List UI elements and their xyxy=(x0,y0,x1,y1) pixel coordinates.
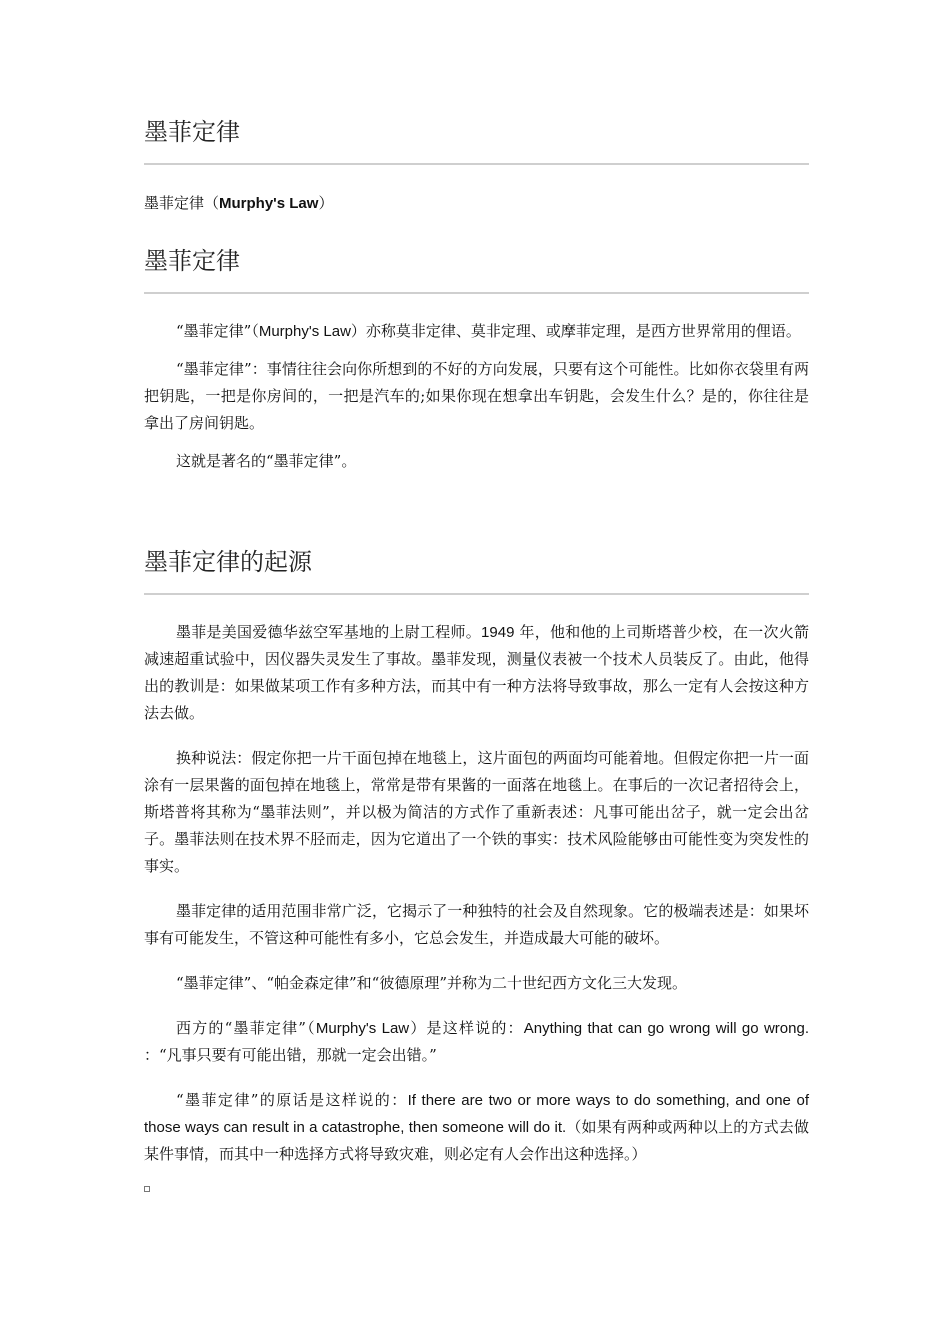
paragraph-western-text-c: ：“凡事只要有可能出错，那就一定会出错。” xyxy=(144,1046,437,1064)
paragraph-origin-year: 1949 xyxy=(481,624,515,641)
title-divider xyxy=(144,163,809,165)
paragraph-three-discoveries: “墨菲定律”、“帕金森定律”和“彼德原理”并称为二十世纪西方文化三大发现。 xyxy=(176,974,688,992)
page-title: 墨菲定律 xyxy=(144,118,240,146)
section-body-2 xyxy=(144,619,809,1168)
paragraph-definition-english: Murphy's Law xyxy=(258,323,351,340)
subtitle-suffix: ） xyxy=(318,194,334,212)
section-divider xyxy=(144,292,809,294)
paragraph-origin-text-a: 墨菲是美国爱德华兹空军基地的上尉工程师。 xyxy=(176,623,482,641)
section-heading-murphys-law: 墨菲定律 xyxy=(144,247,240,275)
paragraph-bread-example: 换种说法：假定你把一片干面包掉在地毯上，这片面包的两面均可能着地。但假定你把一片一面涂有一层果酱的面包掉在地毯上，常常是带有果酱的一面落在地毯上。在事后的一次记者招待会上，斯塔普将其称为“墨菲法则”，并以极为简洁的方式作了重新表述：凡事可能出岔子，就一定会出岔子。墨菲法则在技术界不胫而走，因为它道出了一个铁的事实：技术风险能够由可能性变为突发性的事实。 xyxy=(144,749,809,875)
paragraph-famous: 这就是著名的“墨菲定律”。 xyxy=(176,452,357,470)
paragraph-definition-text-b: ）亦称莫非定律、莫非定理、或摩菲定理，是西方世界常用的俚语。 xyxy=(350,322,801,340)
paragraph-western-text-b: ）是这样说的： xyxy=(409,1019,524,1037)
paragraph-original-text-a: “墨菲定律”的原话是这样说的： xyxy=(176,1091,408,1109)
paragraph-origin-story xyxy=(144,619,809,727)
paragraph-origin-text-b: 年，他和他的上司斯塔普少校，在一次火箭减速超重试验中，因仪器失灵发生了事故。墨菲发现，测量仪表被一个技术人员装反了。由此，他得出的教训是：如果做某项工作有多种方法，而其中有一种方法将导致事故，那么一定有人会按这种方法去做。 xyxy=(144,623,809,722)
paragraph-definition-text-a: “墨菲定律”（ xyxy=(176,322,259,340)
paragraph-original-wording xyxy=(144,1087,809,1168)
paragraph-western-text-a: 西方的“墨菲定律”（ xyxy=(176,1019,316,1037)
section-heading-origin: 墨菲定律的起源 xyxy=(144,548,312,576)
section-divider xyxy=(144,593,809,595)
paragraph-explanation: “墨菲定律”：事情往往会向你所想到的不好的方向发展，只要有这个可能性。比如你衣袋里有两把钥匙，一把是你房间的，一把是汽车的;如果你现在想拿出车钥匙，会发生什么？是的，你往往是拿出了房间钥匙。 xyxy=(144,360,809,432)
section-body-1 xyxy=(144,318,809,475)
paragraph-western-english-quote: Anything that can go wrong will go wrong. xyxy=(523,1020,810,1037)
paragraph-definition xyxy=(144,318,809,345)
subtitle xyxy=(144,193,333,214)
subtitle-prefix: 墨菲定律（ xyxy=(144,194,220,212)
subtitle-english: Murphy's Law xyxy=(219,195,319,212)
paragraph-scope: 墨菲定律的适用范围非常广泛，它揭示了一种独特的社会及自然现象。它的极端表述是：如果坏事有可能发生，不管这种可能性有多小，它总会发生，并造成最大可能的破坏。 xyxy=(144,902,809,947)
paragraph-original-english: If there are two or more ways to do something, and one of those ways can result in a catastrophe, then someone will do it. xyxy=(144,1092,809,1136)
end-marker-icon xyxy=(144,1186,150,1192)
paragraph-original-text-b: （如果有两种或两种以上的方式去做某件事情，而其中一种选择方式将导致灾难，则必定有人会作出这种选择。） xyxy=(144,1118,809,1163)
paragraph-western-saying xyxy=(144,1015,809,1069)
paragraph-western-english-name: Murphy's Law xyxy=(315,1020,410,1037)
